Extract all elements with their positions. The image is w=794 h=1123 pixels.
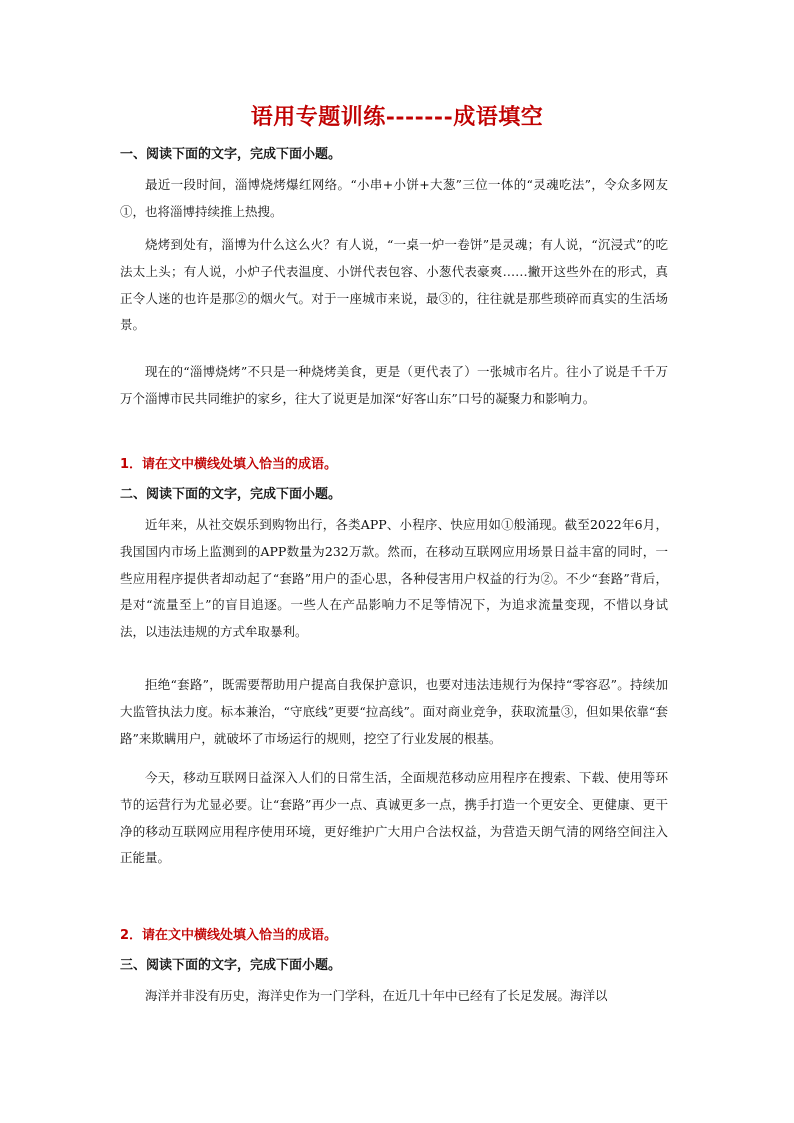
section-3-paragraph-1: 海洋并非没有历史，海洋史作为一门学科，在近几十年中已经有了长足发展。海洋以 xyxy=(145,988,608,1003)
section-2-paragraph-3: 今天，移动互联网日益深入人们的日常生活，全面规范移动应用程序在搜索、下载、使用等环节的运营行为尤显必要。让“套路”再少一点、真诚更多一点，携手打造一个更安全、更健康、更干净的移动互联网应用程序使用环境，更好维护广大用户合法权益，为营造天朗气清的网络空间注入正能量。 xyxy=(120,770,668,866)
section-2-question: 2．请在文中横线处填入恰当的成语。 xyxy=(120,928,338,943)
section-1-question: 1．请在文中横线处填入恰当的成语。 xyxy=(120,457,338,472)
section-2-paragraph-1: 近年来，从社交娱乐到购物出行，各类APP、小程序、快应用如①般涌现。截至2022年6月，我国国内市场上监测到的APP数量为232万款。然而，在移动互联网应用场景日益丰富的同时，一些应用程序提供者却动起了“套路”用户的歪心思，各种侵害用户权益的行为②。不少“套路”背后，是对“流量至上”的盲目追逐。一些人在产品影响力不足等情况下，为追求流量变现，不惜以身试法，以违法违规的方式牟取暴利。 xyxy=(120,517,668,640)
section-1-paragraph-2: 烧烤到处有，淄博为什么这么火？有人说，“一桌一炉一卷饼”是灵魂；有人说，“沉浸式”的吃法太上头；有人说，小炉子代表温度、小饼代表包容、小葱代表豪爽……撇开这些外在的形式，真正令人迷的也许是那②的烟火气。对于一座城市来说，最③的，往往就是那些琐碎而真实的生活场景。 xyxy=(120,237,668,333)
section-1-heading: 一、阅读下面的文字，完成下面小题。 xyxy=(120,147,342,162)
section-2-paragraph-2: 拒绝“套路”，既需要帮助用户提高自我保护意识，也要对违法违规行为保持“零容忍”。持续加大监管执法力度。标本兼治，“守底线”更要“拉高线”。面对商业竞争，获取流量③，但如果依靠“套路”来欺瞒用户，就破坏了市场运行的规则，挖空了行业发展的根基。 xyxy=(120,677,668,746)
section-2-heading: 二、阅读下面的文字，完成下面小题。 xyxy=(120,487,342,502)
section-3-heading: 三、阅读下面的文字，完成下面小题。 xyxy=(120,958,342,973)
section-1-paragraph-3: 现在的“淄博烧烤”不只是一种烧烤美食，更是（更代表了）一张城市名片。往小了说是千千万万个淄博市民共同维护的家乡，往大了说更是加深“好客山东”口号的凝聚力和影响力。 xyxy=(120,364,668,406)
page-title: 语用专题训练-------成语填空 xyxy=(250,104,544,130)
section-1-paragraph-1: 最近一段时间，淄博烧烤爆红网络。“小串+小饼+大葱”三位一体的“灵魂吃法”，令众多网友①，也将淄博持续推上热搜。 xyxy=(120,177,668,219)
